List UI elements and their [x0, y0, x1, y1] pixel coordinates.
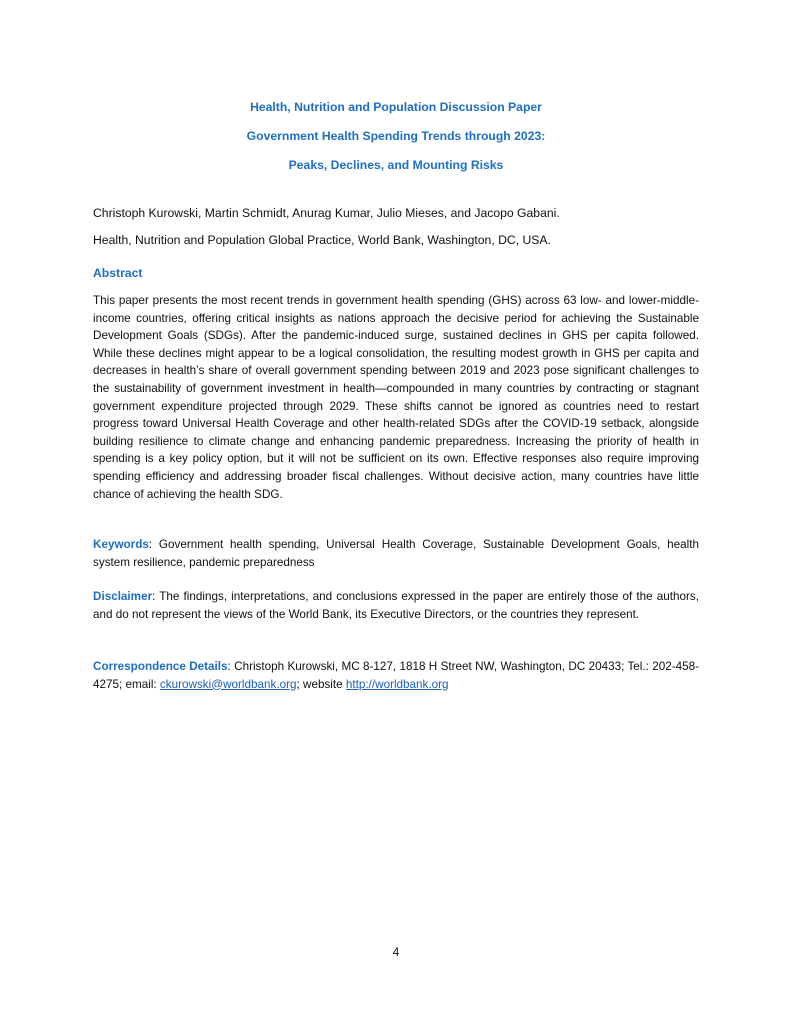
keywords-text: : Government health spending, Universal Health Coverage, Sustainable Development Goals, health system resilience, pandemic preparedness [93, 538, 699, 569]
paper-title-line-1: Government Health Spending Trends through 2023: [246, 129, 546, 143]
title-block [93, 93, 699, 180]
abstract-body: This paper presents the most recent trends in government health spending (GHS) across 63 low- and lower-middle-income countries, offering critical insights as nations approach the decisive period for achieving the Sustainable Development Goals (SDGs). After the pandemic-induced surge, sustained declines in GHS per capita followed. While these declines might appear to be a logical consolidation, the resulting modest growth in GHS per capita and decreases in health’s share of overall government spending between 2019 and 2023 pose significant challenges to the sustainability of government investment in health—compounded in many countries by contracting or stagnant government expenditure projected through 2029. These shifts cannot be ignored as countries need to restart progress toward Universal Health Coverage and other health-related SDGs after the COVID-19 setback, alongside building resilience to climate change and enhancing pandemic preparedness. Increasing the priority of health in spending is a key policy option, but it will not be sufficient on its own. Effective responses also require improving spending efficiency and addressing broader fiscal challenges. Without decisive action, many countries have little chance of achieving the health SDG. [93, 294, 699, 501]
website-link[interactable]: http://worldbank.org [345, 677, 449, 691]
authors: Christoph Kurowski, Martin Schmidt, Anurag Kumar, Julio Mieses, and Jacopo Gabani. [93, 206, 560, 220]
document-page [93, 0, 699, 1024]
correspondence-section [93, 658, 699, 693]
disclaimer-text: : The findings, interpretations, and conclusions expressed in the paper are entirely those of the authors, and do not represent the views of the World Bank, its Executive Directors, or the countries they represent. [93, 590, 699, 621]
correspondence-label: Correspondence Details [93, 660, 228, 673]
paper-title-line-2: Peaks, Declines, and Mounting Risks [288, 158, 504, 172]
website-label: website [299, 677, 346, 691]
email-link[interactable]: ckurowski@worldbank.org [159, 677, 297, 691]
keywords-section [93, 536, 699, 571]
correspondence-text: : Christoph Kurowski, MC 8-127, 1818 H Street NW, Washington, DC 20433; Tel.: 202-458-4275; email: [93, 660, 699, 691]
affiliation: Health, Nutrition and Population Global Practice, World Bank, Washington, DC, USA. [93, 233, 551, 247]
keywords-label: Keywords [93, 538, 149, 551]
abstract-heading: Abstract [93, 266, 143, 280]
email-separator: ; [296, 677, 300, 691]
disclaimer-section [93, 588, 699, 623]
series-title: Health, Nutrition and Population Discussion Paper [250, 100, 542, 114]
page-number: 4 [392, 945, 400, 959]
disclaimer-label: Disclaimer [93, 590, 153, 603]
